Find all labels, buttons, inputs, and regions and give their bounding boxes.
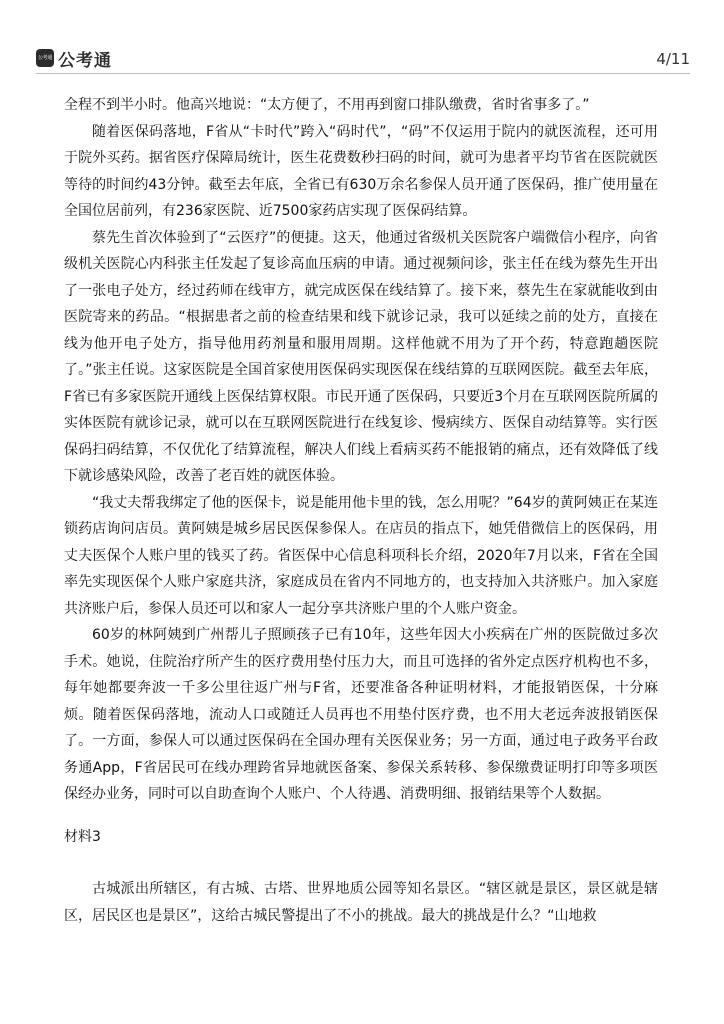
- paragraph-continuation: 全程不到半小时。他高兴地说：“太方便了，不用再到窗口排队缴费，省时省事多了。”: [64, 97, 590, 113]
- page-header: [0, 0, 724, 76]
- logo-text: 公考通: [58, 50, 112, 71]
- logo-badge-icon: 公考通: [36, 49, 54, 67]
- paragraph-cloud-medical: 蔡先生首次体验到了“云医疗”的便捷。这天，他通过省级机关医院客户端微信小程序，向省级机关医院心内科张主任发起了复诊高血压病的申请。通过视频问诊，张主任在线为蔡先生开出了一张电子处方，经过药师在线审方，就完成医保在线结算了。接下来，蔡先生在家就能收到由医院寄来的药品。“根据患者之前的检查结果和线下就诊记录，我可以延续之前的处方，直接在线为他开电子处方，指导他用药剂量和服用周期。这样他就不用为了开个药，特意跑趟医院了。”张主任说。这家医院是全国首家使用医保码实现医保在线结算的互联网医院。截至去年底，F省已有多家医院开通线上医保结算权限。市民开通了医保码，只要近3个月在互联网医院所属的实体医院有就诊记录，就可以在互联网医院进行在线复诊、慢病续方、医保自动结算等。实行医保码扫码结算，不仅优化了结算流程，解决人们线上看病买药不能报销的痛点，还有效降低了线下就诊感染风险，改善了老百姓的就医体验。: [64, 229, 658, 484]
- paragraph-medical-code: 随着医保码落地，F省从“卡时代”跨入“码时代”，“码”不仅运用于院内的就医流程，还可用于院外买药。据省医疗保障局统计，医生花费数秒扫码的时间，就可为患者平均节省在医院就医等待的时间约43分钟。截至去年底，全省已有630万余名参保人员开通了医保码，推广使用量在全国位居前列，有236家医院、近7500家药店实现了医保码结算。: [64, 123, 658, 219]
- paragraph-family-account: “我丈夫帮我绑定了他的医保卡，说是能用他卡里的钱，怎么用呢？”64岁的黄阿姨正在某连锁药店询问店员。黄阿姨是城乡居民医保参保人。在店员的指点下，她凭借微信上的医保码，用丈夫医保个人账户里的钱买了药。省医保中心信息科项科长介绍，2020年7月以来，F省在全国率先实现医保个人账户家庭共济，家庭成员在省内不同地方的，也支持加入共济账户。加入家庭共济账户后，参保人员还可以和家人一起分享共济账户里的个人账户资金。: [64, 494, 658, 617]
- page-number: 4/11: [656, 50, 690, 68]
- header-divider: [36, 73, 690, 74]
- brand-logo: [36, 48, 112, 71]
- document-body: [64, 92, 658, 929]
- section-title: 材料3: [64, 828, 101, 845]
- paragraph-material-3: 古城派出所辖区，有古城、古塔、世界地质公园等知名景区。“辖区就是景区，景区就是辖区，居民区也是景区”，这给古城民警提出了不小的挑战。最大的挑战是什么？“山地救: [64, 881, 658, 924]
- paragraph-cross-province: 60岁的林阿姨到广州帮儿子照顾孩子已有10年，这些年因大小疾病在广州的医院做过多次手术。她说，住院治疗所产生的医疗费用垫付压力大，而且可选择的省外定点医疗机构也不多，每年她都要奔波一千多公里往返广州与F省，还要准备各种证明材料，才能报销医保，十分麻烦。随着医保码落地，流动人口或随迁人员再也不用垫付医疗费，也不用大老远奔波报销医保了。一方面，参保人可以通过医保码在全国办理有关医保业务；另一方面，通过电子政务平台政务通App，F省居民可在线办理跨省异地就医备案、参保关系转移、参保缴费证明打印等多项医保经办业务，同时可以自助查询个人账户、个人待遇、消费明细、报销结果等个人数据。: [64, 627, 658, 802]
